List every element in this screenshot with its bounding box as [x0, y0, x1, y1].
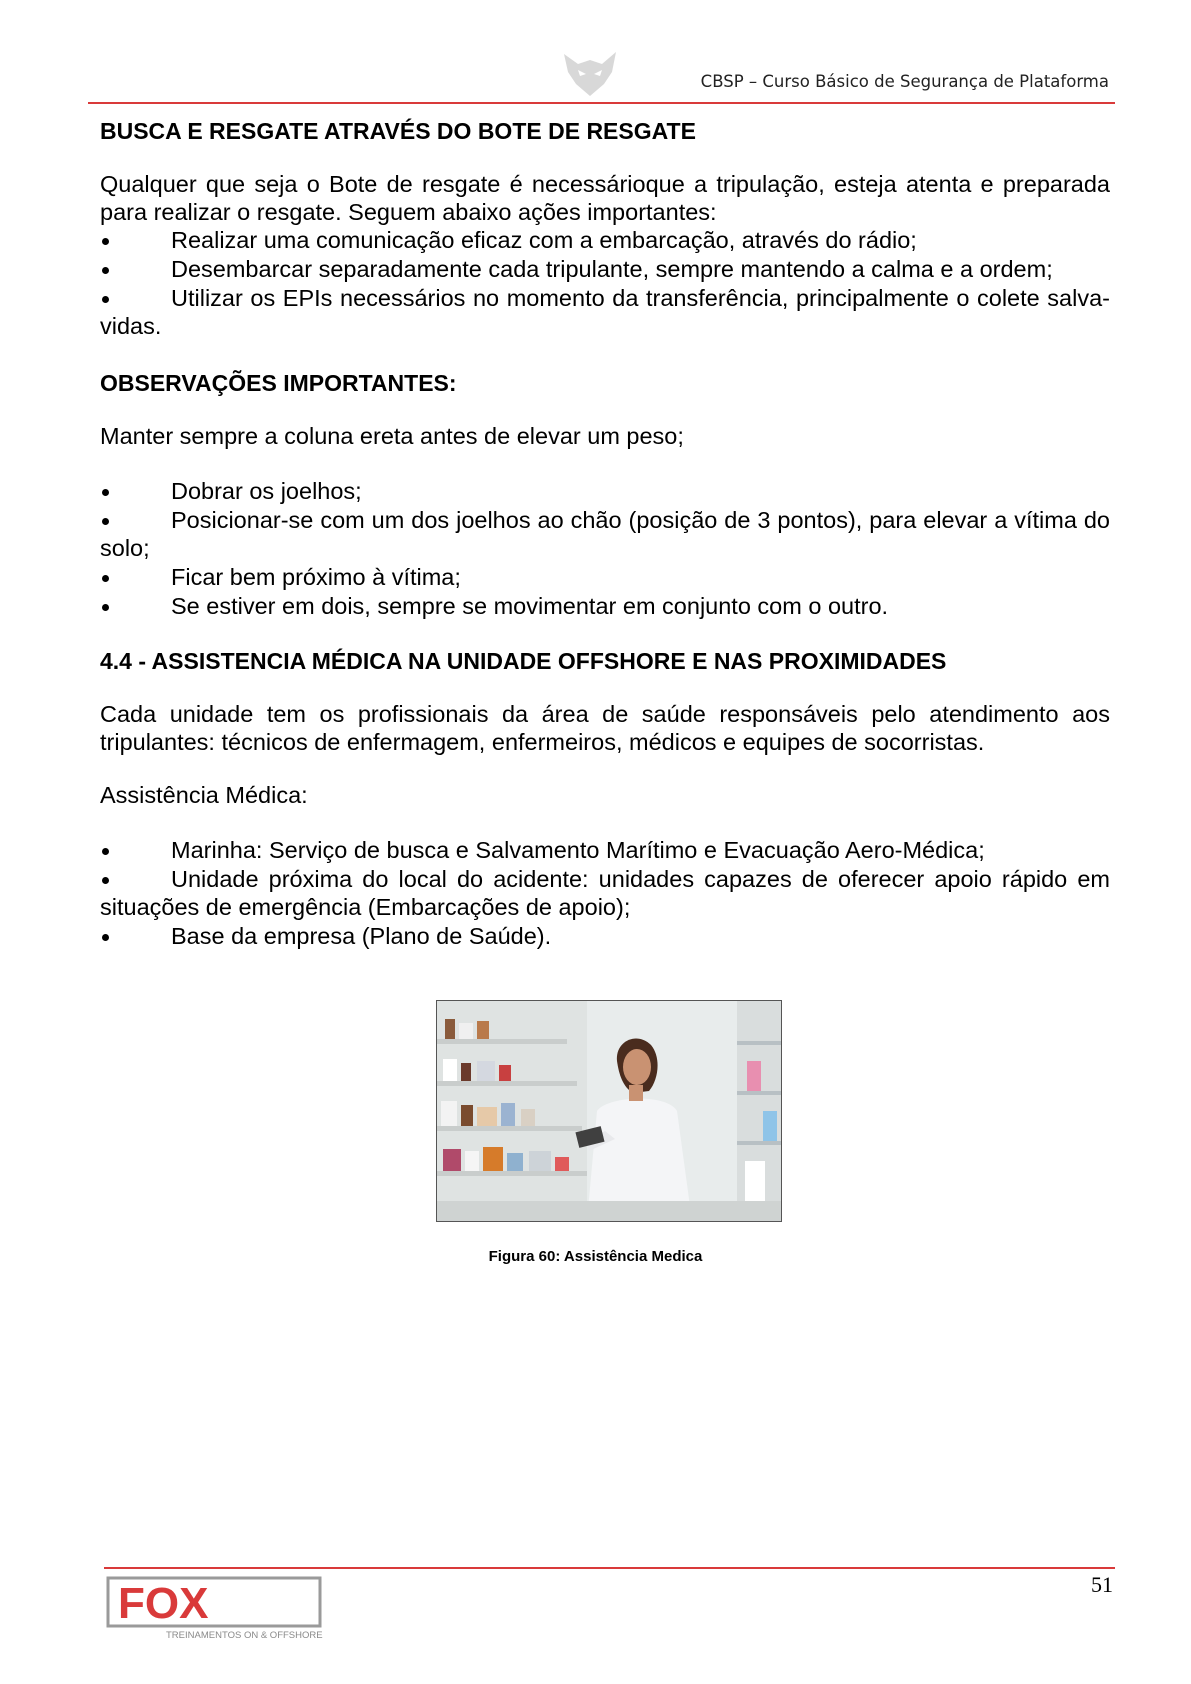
list-item: Marinha: Serviço de busca e Salvamento Marítimo e Evacuação Aero-Médica;: [100, 836, 1110, 864]
bullet-list-busca: [100, 226, 1110, 340]
bullet-icon: [102, 604, 109, 611]
list-item: Desembarcar separadamente cada tripulante, sempre mantendo a calma e a ordem;: [100, 255, 1110, 283]
logo-text: FOX: [118, 1579, 209, 1628]
list-item: Realizar uma comunicação eficaz com a embarcação, através do rádio;: [100, 226, 1110, 254]
fox-head-icon: [560, 48, 620, 100]
paragraph-assistencia-intro: Cada unidade tem os profissionais da área de saúde responsáveis pelo atendimento aos tripulantes: técnicos de enfermagem, enfermeiros, médicos e equipes de socorristas.: [100, 701, 1110, 755]
figure-image: [436, 1000, 782, 1222]
list-item: Utilizar os EPIs necessários no momento da transferência, principalmente o colete salva-vidas.: [100, 285, 1110, 339]
page-content: [100, 116, 1110, 951]
paragraph-assistencia-sub: Assistência Médica:: [100, 782, 308, 808]
header-rule: [88, 102, 1115, 104]
fox-logo: [106, 1576, 342, 1640]
paragraph-busca-intro: Qualquer que seja o Bote de resgate é necessárioque a tripulação, esteja atenta e preparada para realizar o resgate. Seguem abaixo ações importantes:: [100, 171, 1110, 225]
bullet-icon: [102, 848, 109, 855]
header-title: CBSP – Curso Básico de Segurança de Plataforma: [700, 72, 1109, 91]
bullet-icon: [102, 296, 109, 303]
bullet-icon: [102, 877, 109, 884]
list-item: Posicionar-se com um dos joelhos ao chão (posição de 3 pontos), para elevar a vítima do solo;: [100, 507, 1110, 561]
section-heading-assistencia: 4.4 - ASSISTENCIA MÉDICA NA UNIDADE OFFSHORE E NAS PROXIMIDADES: [100, 648, 947, 674]
bullet-list-assistencia: [100, 836, 1110, 950]
paragraph-observacoes-intro: Manter sempre a coluna ereta antes de elevar um peso;: [100, 423, 684, 449]
figure-caption: Figura 60: Assistência Medica: [488, 1248, 703, 1265]
list-item: Base da empresa (Plano de Saúde).: [100, 922, 1110, 950]
fox-logo-icon: [106, 1576, 342, 1640]
footer-rule: [104, 1567, 1115, 1569]
section-heading-busca: BUSCA E RESGATE ATRAVÉS DO BOTE DE RESGATE: [100, 118, 696, 144]
section-heading-observacoes: OBSERVAÇÕES IMPORTANTES:: [100, 370, 457, 396]
list-item: Se estiver em dois, sempre se movimentar em conjunto com o outro.: [100, 592, 1110, 620]
list-item: Unidade próxima do local do acidente: unidades capazes de oferecer apoio rápido em situações de emergência (Embarcações de apoio);: [100, 866, 1110, 920]
bullet-icon: [102, 489, 109, 496]
list-item: Ficar bem próximo à vítima;: [100, 563, 1110, 591]
bullet-icon: [102, 267, 109, 274]
bullet-icon: [102, 518, 109, 525]
bullet-icon: [102, 934, 109, 941]
logo-tagline: TREINAMENTOS ON & OFFSHORE: [166, 1630, 323, 1640]
bullet-icon: [102, 238, 109, 245]
pharmacist-photo-icon: [437, 1001, 781, 1221]
bullet-list-observacoes: [100, 477, 1110, 620]
page-number: 51: [1091, 1572, 1113, 1597]
list-item: Dobrar os joelhos;: [100, 477, 1110, 505]
bullet-icon: [102, 575, 109, 582]
